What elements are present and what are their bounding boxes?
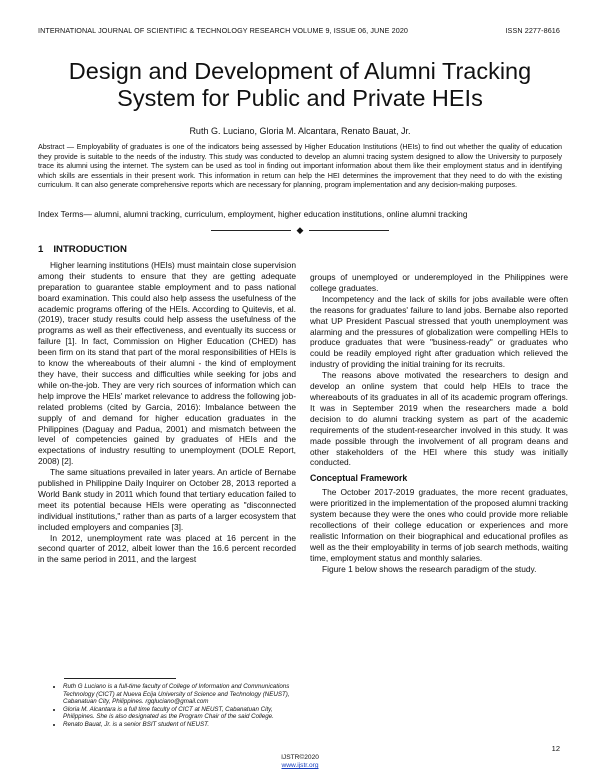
footnote-rule xyxy=(64,678,176,679)
separator-rule-left xyxy=(211,230,291,231)
paragraph: The reasons above motivated the researchers to design and develop an online system that could help HEIs to trace the whereabouts of its graduates in all of its academic program offerings. It was in September 2019 when the researchers made a bold decision to do alumni tracking system as part of the academic requirements of the student-researcher involved in this study. It was made possible through the involvement of all program deans and other stakeholders of the HEI where this study was initially conducted. xyxy=(310,370,568,468)
page-footer xyxy=(0,754,600,770)
footer-website-link[interactable]: www.ijstr.org xyxy=(281,762,319,769)
footer-copyright: IJSTR©2020 xyxy=(281,754,319,761)
section-title: INTRODUCTION xyxy=(53,244,127,255)
authors: Ruth G. Luciano, Gloria M. Alcantara, Renato Bauat, Jr. xyxy=(189,126,411,136)
footnote: • Gloria M. Alcantara is a full time faculty of CICT at NEUST, Cabanatuan City, Philippines. She is also designated as the Program Chair of the said College. xyxy=(63,706,302,721)
section-separator xyxy=(0,225,600,236)
footnote: • Renato Bauat, Jr. is a senior BSIT student of NEUST. xyxy=(63,721,302,729)
paragraph: The October 2017-2019 graduates, the more recent graduates, were prioritized in the implementation of the proposed alumni tracking system because they were the ones who could provide more reliable recollections of their college education or experiences and more realistic Information on their biographical and educational profiles as well as the their employability in terms of job search methods, waiting time, employment status and monthly salaries. xyxy=(310,487,568,563)
left-column xyxy=(38,245,296,565)
index-terms: Index Terms— alumni, alumni tracking, curriculum, employment, higher education institutions, online alumni tracking xyxy=(38,209,468,219)
separator-rule-right xyxy=(309,230,389,231)
paragraph: Incompetency and the lack of skills for jobs available were often the reasons for graduates' failure to land jobs. Bernabe also reported what UP President Pascual stressed that youth unemployment was alarming and the pressures of globalization were compelling HEIs to produce graduates that were "business-ready" or graduates who could be readily employed right after graduation which relieved the industry of providing the initial training for its recruits. xyxy=(310,293,568,370)
paper-title xyxy=(40,58,560,112)
subsection-heading: Conceptual Framework xyxy=(310,473,408,484)
paragraph: Higher learning institutions (HEIs) must maintain close supervision among their students to ensure that they are getting adequate preparation to guarantee stable employment and to pass national board examination. This could also help assess the usefulness of the academic programs offering of the HEIs. According to Quitevis, et al. (2019), tracer study results could help assess the usefulness of the programs as well as their effectiveness, and eventually its success or failure [1]. In fact, Commission on Higher Education (CHED) has been firm on its stand that part of the moral responsibilities of HEIs is to know the whereabouts of their alumni - the kind of employment they have, their success and difficulties while seeking for jobs and while on-the-job. They are very rich sources of information which can help improve the HEIs' market relevance to address the following job-related problems (cited by Garcia, 2016): Imbalance between the supply of and demand for higher education graduates in the Philippines (Daguay and Padua, 2001) and mismatch between the level of competencies gained by graduates of HEIs and the expectations of industry resulting to unemployment (DOLE Report, 2008) [2]. xyxy=(38,259,296,467)
running-header xyxy=(38,26,560,35)
journal-name: INTERNATIONAL JOURNAL OF SCIENTIFIC & TECHNOLOGY RESEARCH VOLUME 9, ISSUE 06, JUNE 2020 xyxy=(38,26,409,35)
page-number: 12 xyxy=(551,744,560,753)
paragraph-continued: groups of unemployed or underemployed in the Philippines were college graduates. xyxy=(310,272,568,293)
abstract: Abstract — Employability of graduates is one of the indicators being assessed by Higher Education Institutions (HEIs) to find out whether the quality of education they provide is suitable to the needs of the industry. This study was conducted to develop an alumni tracing system designed to allow the University to purposely trace its alumni using the internet. The system can be used as tool in finding out important information about them like their employment status and in identifying which skills are essentials in their present work. This information in return can help the HEI determines the improvement that they need to do with the existing curriculum. It can also generate comprehensive reports which are necessary for planning, program implementation and any decision-making purposes. xyxy=(38,142,562,190)
footnote: • Ruth G Luciano is a full-time faculty of College of Information and Communications Technology (CICT) at Nueva Ecija University of Science and Technology (NEUST), Cabanatuan City, Philippines. rgqluciano@gmail.com xyxy=(63,683,302,706)
footnotes xyxy=(50,683,302,729)
issn: ISSN 2277-8616 xyxy=(505,26,560,35)
section-heading-introduction xyxy=(38,245,296,256)
paragraph: In 2012, unemployment rate was placed at 16 percent in the second quarter of 2012, albeit lower than the 16.6 percent recorded in the same period in 2011, and the largest xyxy=(38,532,296,565)
title-line-2: System for Public and Private HEIs xyxy=(117,85,483,111)
right-column xyxy=(310,272,568,574)
diamond-icon: ◆ xyxy=(296,225,304,235)
paragraph: The same situations prevailed in later years. An article of Bernabe published in Philippine Daily Inquirer on October 28, 2013 reported a World Bank study in 2011 which found that tertiary education failed to meet its potential because HEIs were operating as "disconnected individual institutions," rather than as parts of a larger ecosystem that included employers and companies [3]. xyxy=(38,467,296,532)
paragraph: Figure 1 below shows the research paradigm of the study. xyxy=(322,563,537,574)
section-number: 1 xyxy=(38,244,44,255)
title-line-1: Design and Development of Alumni Tracking xyxy=(68,58,532,84)
